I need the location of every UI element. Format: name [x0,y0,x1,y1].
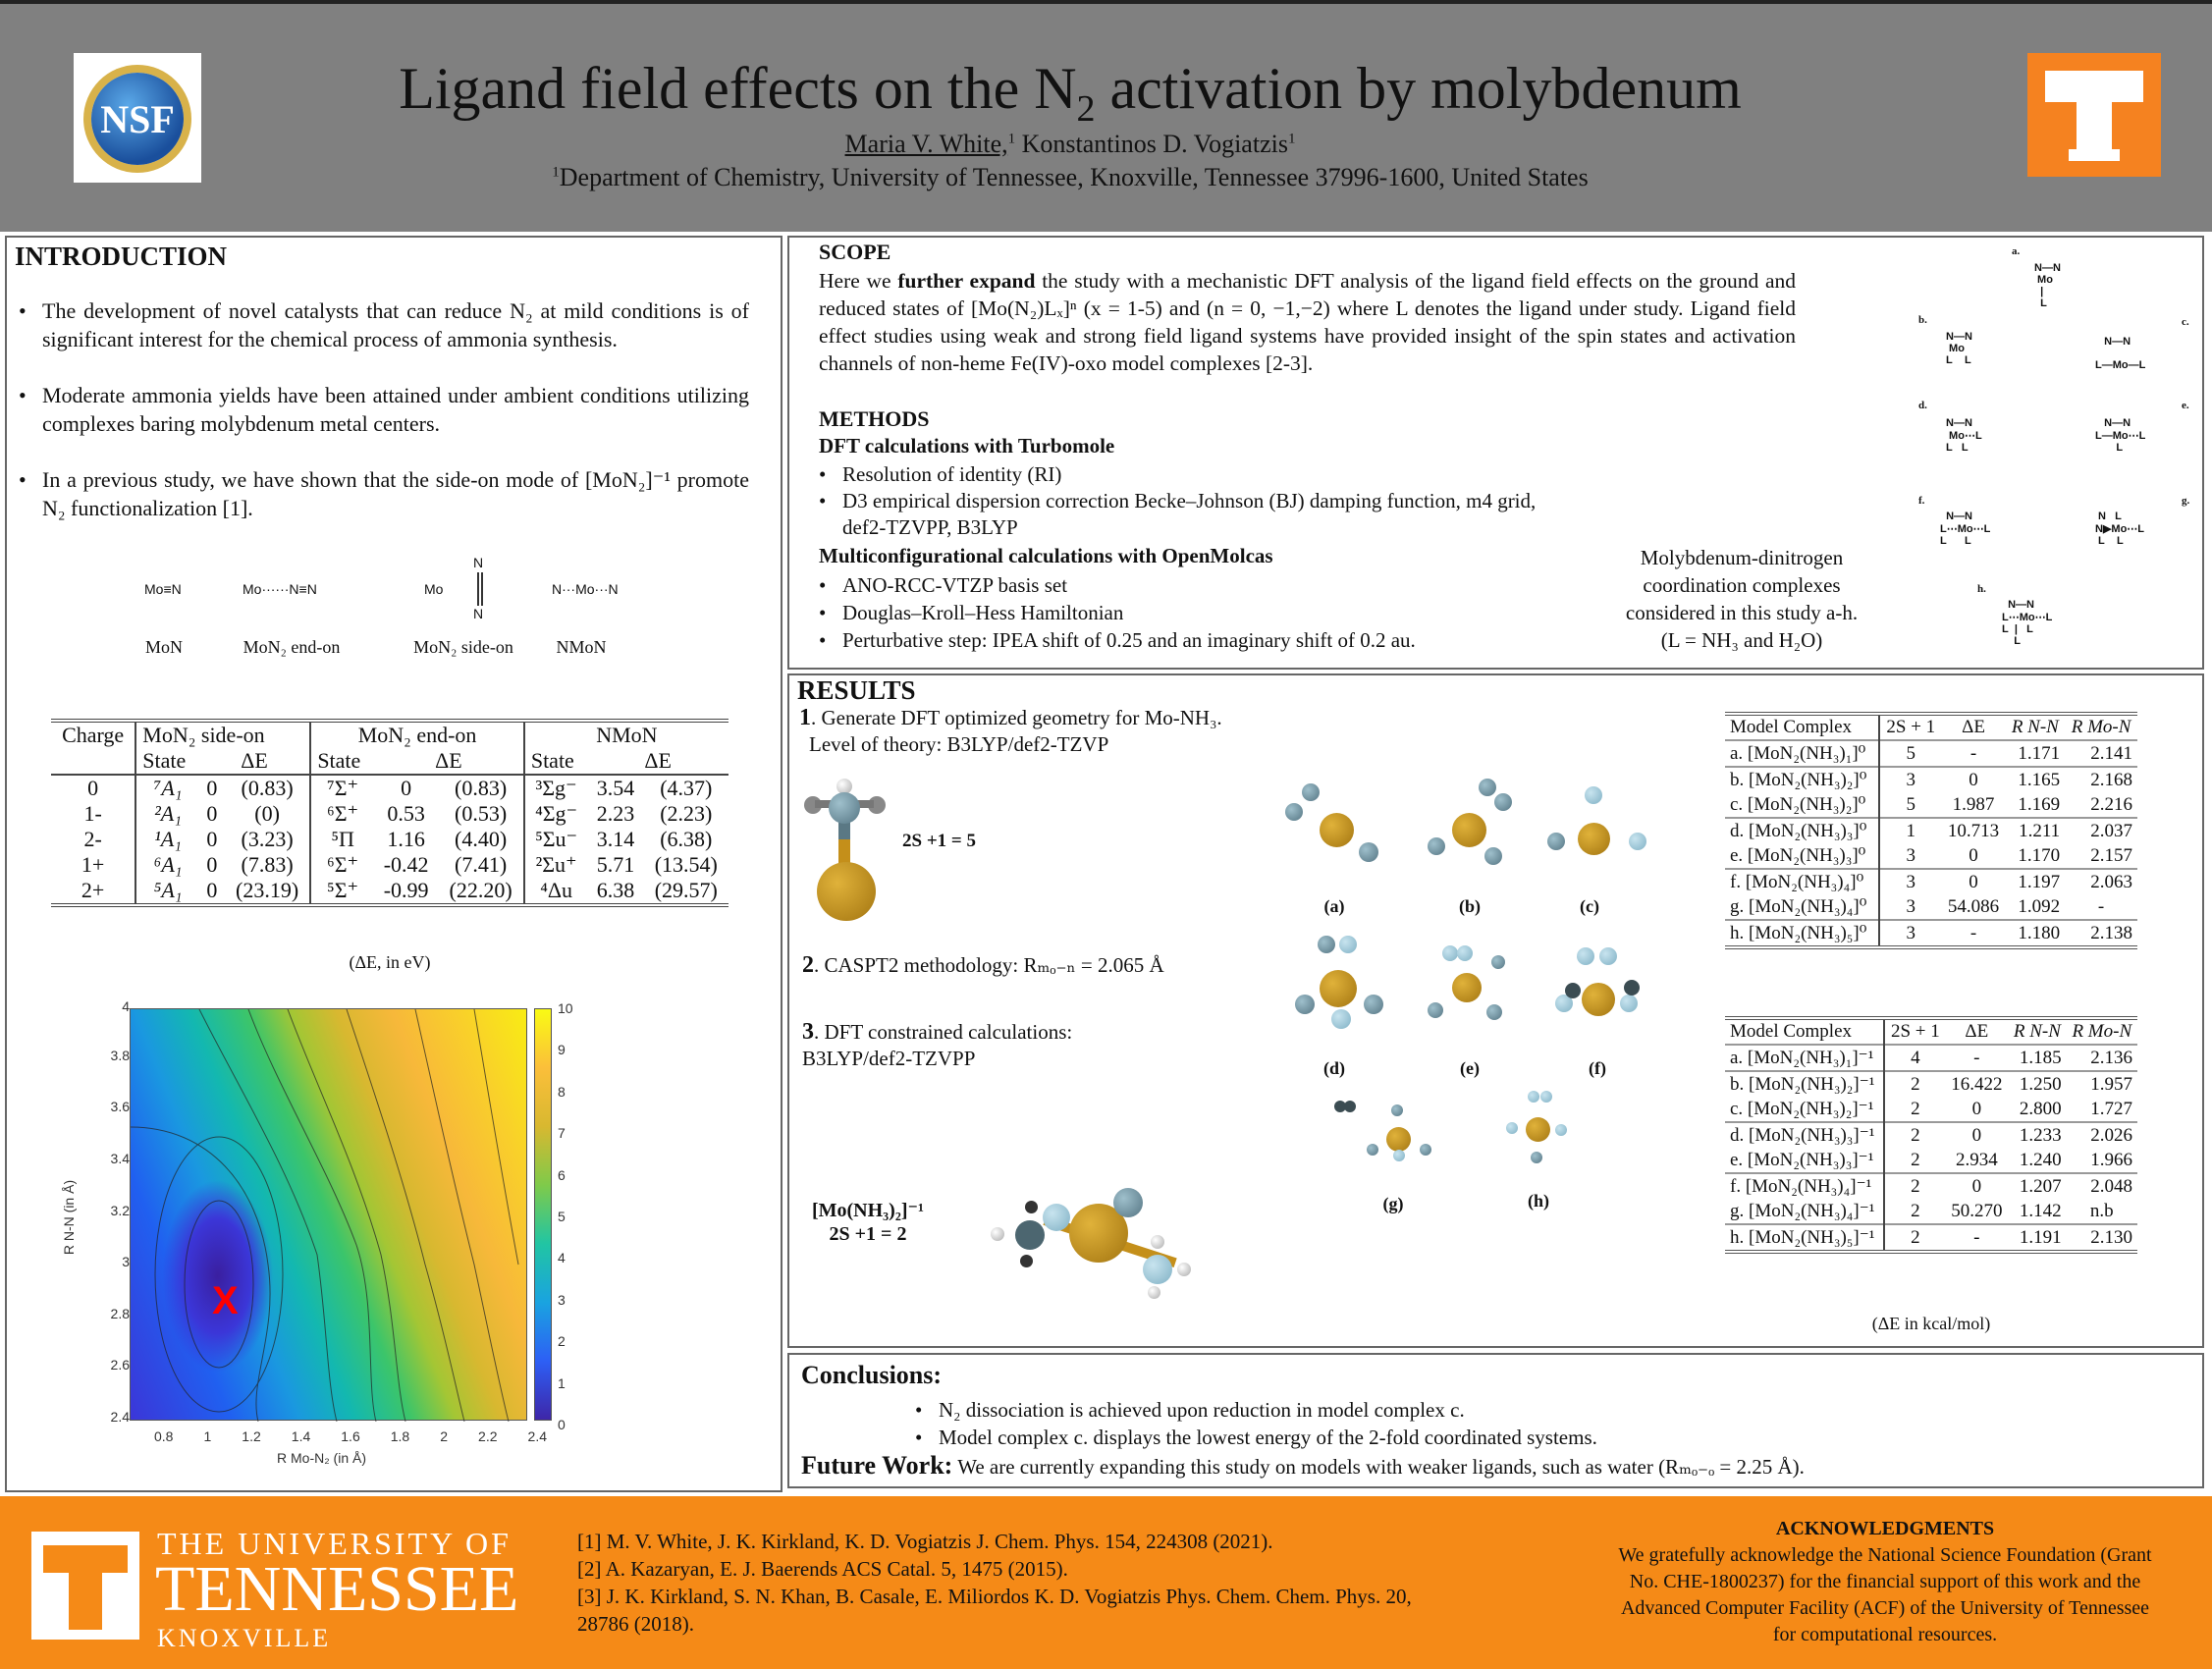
geometry-label: (g) [1382,1194,1404,1213]
structure-end-on: Mo······N≡N [243,581,317,597]
table-row: a. [MoN₂(NH₃)₁]⁻¹ 4 - 1.185 2.136 [1725,1045,2137,1071]
mon2-energy-table [51,719,728,907]
complex-label: h. [1977,583,1986,595]
y-tick: 3.6 [110,1099,130,1114]
col-header: ΔE [1965,1021,1989,1042]
col-header: R Mo-N [2071,717,2131,737]
complex-label: e. [2182,400,2189,411]
structure-label: MoN₂ end-on [243,637,341,657]
complex-label: b. [1918,314,1927,326]
mon2-structures [144,557,694,665]
table-caption: (ΔE in kcal/mol) [1871,1314,1991,1333]
y-tick: 3.2 [110,1203,130,1218]
method-item: • D3 empirical dispersion correction Becke–Johnson (BJ) damping function, m4 grid, def2-TZVPP, B3LYP [811,488,1557,541]
conclusion-item: • N₂ dissociation is achieved upon reduction in model complex c. [907,1396,1889,1424]
geometry-label: (d) [1323,1058,1345,1078]
anion-complexes-table [1725,1016,2137,1254]
optimized-geometries [1261,759,1693,1230]
col-header: 2S + 1 [1890,1021,1940,1042]
col-header: R Mo-N [2072,1021,2132,1042]
table-row: b. [MoN₂(NH₃)₂]⁻¹ 2 16.422 1.250 1.957 [1725,1071,2137,1097]
results-panel [787,673,2204,1348]
methods-heading: METHODS [819,406,930,431]
table-row: 1- ²A₁ 0 (0) ⁶Σ⁺ 0.53 (0.53) ⁴Σg⁻ 2.23 (2.23) [83,801,713,826]
university-name-line3: KNOXVILLE [157,1624,332,1652]
mo-nh3-model [799,779,897,926]
step-3: 3. DFT constrained calculations: [802,1019,1073,1045]
results-heading: RESULTS [797,675,916,705]
authors: Maria V. White,$^1$ Konstantinos D. Vogiatzis$^1$ [844,130,1296,158]
method-item: • Douglas–Kroll–Hess Hamiltonian [811,599,1557,626]
table-row: h. [MoN₂(NH₃)₅]⁻¹ 2 - 1.191 2.130 [1725,1224,2137,1252]
geometry-label: (a) [1323,896,1345,916]
sub-header: State [135,748,199,775]
y-tick: 2.6 [110,1357,130,1373]
geometry-label: (e) [1460,1058,1480,1078]
complex-label: a. [2012,245,2021,257]
col-header: MoN₂ side-on [135,721,310,748]
introduction-panel [5,236,782,1492]
sub-header: State [310,748,374,775]
conclusions-panel [787,1353,2204,1488]
reference-item: [1] M. V. White, J. K. Kirkland, K. D. Vogiatzis J. Chem. Phys. 154, 224308 (2021). [577,1530,1273,1553]
mo-nh3-2-anion-model [986,1166,1212,1294]
minimum-marker: X [212,1279,239,1322]
table-row: d. [MoN₂(NH₃)₃]⁰ 1 10.713 1.211 2.037 [1725,818,2137,843]
sub-header: ΔE [241,748,268,773]
geometry-label: (h) [1528,1191,1549,1211]
col-header: R N-N [2011,717,2059,737]
intro-bullet: • The development of novel catalysts that can reduce N₂ at mild conditions is of significant interest for the chemical process of ammonia synthesis. [11,296,749,353]
intro-bullet: • In a previous study, we have shown that the side-on mode of [MoN₂]⁻¹ promote N₂ functionalization [1]. [11,465,749,522]
complex-structures: a. N—N Mo | L b. N—N Mo L L c. N—N L—Mo—L d. N—N Mo⋯L L L e. N—N L—Mo⋯L L f. N—N L⋯Mo⋯L L L g. N L N▶Mo⋯L L L h. N—N L⋯Mo⋯L L | L L [1918,245,2190,647]
method-item: • Resolution of identity (RI) [811,461,1557,488]
sub-header: State [524,748,588,775]
complex-label: g. [2182,495,2190,507]
structure-label: MoN₂ side-on [413,637,513,657]
geom-a-mo [1320,813,1354,847]
complexes-caption: Molybdenum-dinitrogen coordination complexes considered in this study a-h. (L = NH₃ and H₂O) [1625,546,1859,652]
method-item: • ANO-RCC-VTZP basis set [811,571,1557,599]
table-row: c. [MoN₂(NH₃)₂]⁻¹ 2 0 2.800 1.727 [1725,1097,2137,1122]
table-row: 2- ¹A₁ 0 (3.23) ⁵Π 1.16 (4.40) ⁵Σu⁻ 3.14 (6.38) [83,827,713,851]
col-header: Charge [62,723,125,747]
multiplicity-label: 2S +1 = 5 [902,831,976,851]
ut-power-t-logo [2027,53,2161,177]
future-work: Future Work: We are currently expanding this study on models with weaker ligands, such as water (Rₘₒ₋ₒ = 2.25 Å). [801,1451,1805,1480]
dft-list [811,461,1557,541]
anion-label: [Mo(NH₃)₂]⁻¹ 2S +1 = 2 [811,1200,925,1245]
nsf-logo [74,53,201,183]
university-name-line2: TENNESSEE [155,1553,519,1625]
x-axis-label: R Mo-N₂ (in Å) [277,1450,366,1466]
y-tick: 2.4 [110,1409,130,1425]
method-item: • Perturbative step: IPEA shift of 0.25 and an imaginary shift of 0.2 au. [811,626,1557,654]
scope-heading: SCOPE [819,240,891,264]
reference-item: [2] A. Kazaryan, E. J. Baerends ACS Catal. 5, 1475 (2015). [577,1557,1068,1581]
dft-heading: DFT calculations with Turbomole [819,434,1115,458]
step-1: 1. Generate DFT optimized geometry for Mo-NH₃. [799,705,1222,730]
geometry-label: (c) [1580,896,1599,916]
y-tick: 2.8 [110,1306,130,1321]
structure-label: MoN [144,637,183,657]
table-row: b. [MoN₂(NH₃)₂]⁰ 3 0 1.165 2.168 [1725,767,2137,792]
complex-label: d. [1918,400,1927,411]
table-row: g. [MoN₂(NH₃)₄]⁰ 3 54.086 1.092 - [1725,894,2137,920]
ack-text: We gratefully acknowledge the National Science Foundation (Grant No. CHE-1800237) for the financial support of this work and the Advanced Computer Facility (ACF) of the University of Tennessee for computational resources. [1618,1544,2152,1645]
y-tick: 3.4 [110,1151,130,1166]
references [577,1528,1461,1638]
poster-header [0,0,2212,232]
table-caption: (ΔE, in eV) [349,952,431,972]
x-ticks: 0.8 1 1.2 1.4 1.6 1.8 2 2.2 2.4 [154,1428,547,1444]
y-tick: 3.8 [110,1048,130,1063]
conclusions-heading: Conclusions: [801,1361,943,1389]
geometry-label: (b) [1459,896,1481,916]
poster-title: Ligand field effects on the $N_2$ activation by molybdenum [399,56,1742,130]
university-name-line1: THE UNIVERSITY OF [157,1526,512,1561]
col-header: R N-N [2013,1021,2061,1042]
table-row: c. [MoN₂(NH₃)₂]⁰ 5 1.987 1.169 2.216 [1725,792,2137,818]
step-1-level: Level of theory: B3LYP/def2-TZVP [809,732,1109,756]
table-row: 0 ⁷A₁ 0 (0.83) ⁷Σ⁺ 0 (0.83) ³Σg⁻ 3.54 (4.37) [87,776,713,800]
openmolcas-heading: Multiconfigurational calculations with OpenMolcas [819,544,1273,567]
col-header: 2S + 1 [1886,717,1936,737]
step-2: 2. CASPT2 methodology: Rₘₒ₋ₙ = 2.065 Å [802,952,1164,978]
scope-methods-panel [787,236,2204,670]
reference-item: [3] J. K. Kirkland, S. N. Khan, B. Casale, E. Miliordos K. D. Vogiatzis Phys. Chem. Chem. Phys. 20, 28786 (2018). [577,1585,1412,1636]
poster-footer [0,1496,2212,1669]
structure-nmon: N···Mo···N [552,581,619,597]
table-row: d. [MoN₂(NH₃)₃]⁻¹ 2 0 1.233 2.026 [1725,1122,2137,1148]
structure-side-on: Mo N N [424,555,484,621]
contour-plot [61,998,689,1489]
geometry-label: (f) [1589,1058,1606,1078]
intro-bullet: • Moderate ammonia yields have been attained under ambient conditions utilizing complexes baring molybdenum metal centers. [11,381,749,438]
scope-text: Here we further expand the study with a mechanistic DFT analysis of the ligand field effects on the ground and reduced states of [Mo(N₂)Lₓ]ⁿ (x = 1-5) and (n = 0, −1,−2) where L denotes the ligand under study. Ligand field effect studies using weak and strong field ligand systems have provided insight of the spin states and activation channels of non-heme Fe(IV)-oxo model complexes [2-3]. [819,269,1797,375]
introduction-heading: INTRODUCTION [15,242,228,271]
author-presenting: Maria V. White, [844,130,1008,158]
col-header: NMoN [524,721,728,748]
col-header: MoN₂ end-on [310,721,524,748]
ut-power-t-footer-logo [31,1532,139,1640]
acknowledgments [1610,1516,2160,1648]
contour-field [130,1008,527,1421]
table-row: f. [MoN₂(NH₃)₄]⁻¹ 2 0 1.207 2.048 [1725,1173,2137,1199]
y-tick: 4 [122,998,130,1014]
ack-heading: ACKNOWLEDGMENTS [1775,1518,1995,1539]
structure-mon: Mo≡N [144,581,182,597]
y-axis-label: R N-N (in Å) [61,1179,78,1256]
table-row: a. [MoN₂(NH₃)₁]⁰ 5 - 1.171 2.141 [1725,740,2137,767]
table-row: e. [MoN₂(NH₃)₃]⁻¹ 2 2.934 1.240 1.966 [1725,1148,2137,1173]
table-row: g. [MoN₂(NH₃)₄]⁻¹ 2 50.270 1.142 n.b [1725,1199,2137,1224]
multiconfig-list [811,571,1557,654]
table-row: f. [MoN₂(NH₃)₄]⁰ 3 0 1.197 2.063 [1725,869,2137,894]
col-header: Model Complex [1725,1018,1884,1045]
neutral-complexes-table [1725,712,2137,949]
table-row: e. [MoN₂(NH₃)₃]⁰ 3 0 1.170 2.157 [1725,843,2137,869]
step-3-level: B3LYP/def2-TZVPP [802,1047,976,1070]
sub-header: ΔE [644,748,672,773]
contour-lines [131,1009,528,1422]
colorbar-ticks: 10 9 8 7 6 5 4 3 2 1 0 [558,1000,573,1432]
y-tick: 3 [122,1254,130,1269]
table-row: 1+ ⁶A₁ 0 (7.83) ⁶Σ⁺ -0.42 (7.41) ²Σu⁺ 5.71 (13.54) [81,852,718,877]
intro-bullets [11,296,749,522]
table-row: 2+ ⁵A₁ 0 (23.19) ⁵Σ⁺ -0.99 (22.20) ⁴Δu 6.38 (29.57) [51,878,728,905]
complex-label: c. [2182,316,2189,328]
structure-label: NMoN [556,637,607,657]
sub-header: ΔE [435,748,462,773]
complex-label: f. [1918,495,1925,507]
col-header: Model Complex [1725,714,1879,740]
affiliation: $^1$Department of Chemistry, University of Tennessee, Knoxville, Tennessee 37996-1600, United States [552,163,1589,191]
colorbar [534,1008,552,1421]
table-row: h. [MoN₂(NH₃)₅]⁰ 3 - 1.180 2.138 [1725,920,2137,947]
conclusions-list [907,1396,1889,1451]
col-header: ΔE [1962,717,1985,737]
conclusion-item: • Model complex c. displays the lowest energy of the 2-fold coordinated systems. [907,1424,1889,1451]
nsf-logo-text: NSF [100,97,175,141]
